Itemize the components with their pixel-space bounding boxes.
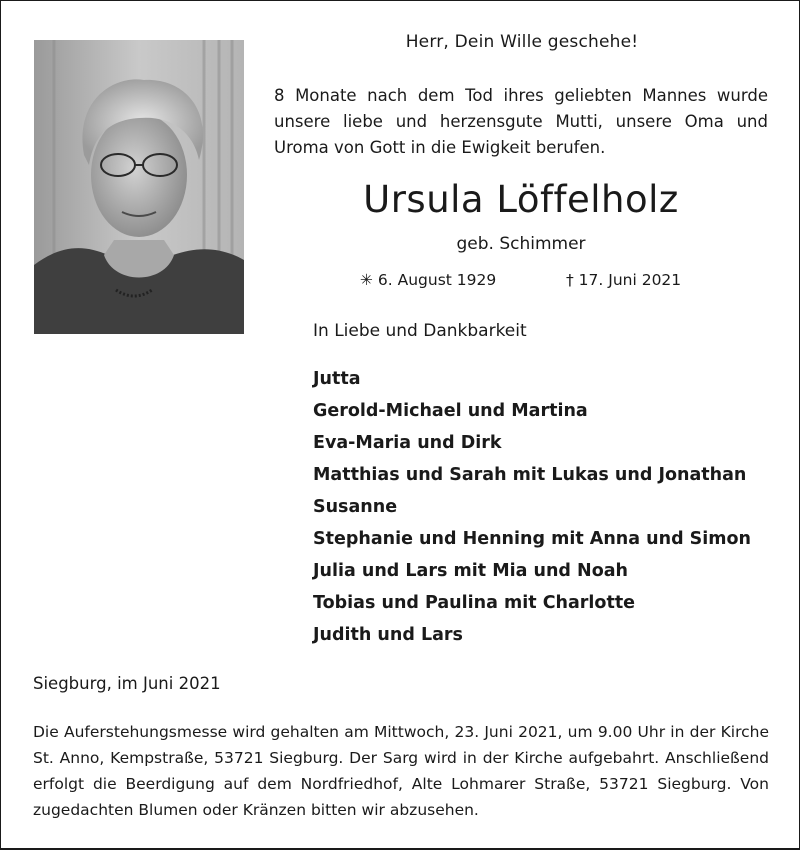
mourner-entry: Stephanie und Henning mit Anna und Simon xyxy=(313,529,752,549)
mourner-entry: Jutta xyxy=(313,369,361,389)
portrait-photo xyxy=(34,40,244,334)
service-info: Die Auferstehungsmesse wird gehalten am Mittwoch, 23. Juni 2021, um 9.00 Uhr in der Kirche St. Anno, Kempstraße, 53721 Siegburg. Der Sarg wird in der Kirche aufgebahrt. Anschließend erfolgt die Beerdigung auf dem Nordfriedhof, Alte Lohmarer Straße, 53721 Siegburg. Von zugedachten Blumen oder Kränzen bitten wir abzusehen. xyxy=(33,723,769,819)
birth-name: geb. Schimmer xyxy=(456,234,586,254)
mourner-entry: Julia und Lars mit Mia und Noah xyxy=(313,561,628,581)
life-dates xyxy=(360,271,690,293)
intro-paragraph: 8 Monate nach dem Tod ihres geliebten Mannes wurde unsere liebe und herzensgute Mutti, unsere Oma und Uroma von Gott in die Ewigkeit berufen. xyxy=(274,86,768,157)
deceased-name: Ursula Löffelholz xyxy=(363,178,679,221)
mourner-entry: Gerold-Michael und Martina xyxy=(313,401,588,421)
mourner-entry: Eva-Maria und Dirk xyxy=(313,433,502,453)
death-date: † 17. Juni 2021 xyxy=(566,271,682,289)
place-date: Siegburg, im Juni 2021 xyxy=(33,674,221,693)
mourner-entry: Matthias und Sarah mit Lukas und Jonathan xyxy=(313,465,747,485)
gratitude-line: In Liebe und Dankbarkeit xyxy=(313,321,527,341)
birth-date: ✳ 6. August 1929 xyxy=(360,271,497,289)
mourner-entry: Tobias und Paulina mit Charlotte xyxy=(313,593,636,613)
mourners-list xyxy=(313,363,751,651)
mourner-entry: Judith und Lars xyxy=(313,625,463,645)
mourner-entry: Susanne xyxy=(313,497,398,517)
motto-text: Herr, Dein Wille geschehe! xyxy=(405,32,639,52)
